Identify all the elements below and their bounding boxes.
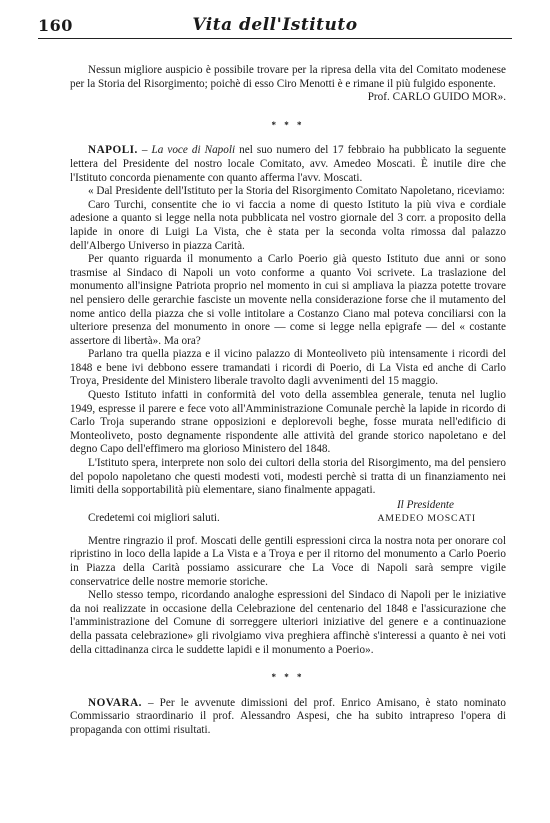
letter-paragraph-4: Questo Istituto infatti in conformità del voto della assemblea generale, tenuta nel luglio 1949, espresse il parere e fece voto all'Amministrazione Comunale perchè la lapide in ricordo di Carlo Troja superando strane opposizioni e deplorevoli beghe, fosse murata nell'edificio di Monteoliveto, posto degnamente rispondente alle attività del grande storico napoletano e del degno Capo dell'effimero ma glorioso Ministero del 1848. — [70, 389, 506, 456]
letter-paragraph-1: Caro Turchi, consentite che io vi faccia a nome di questo Istituto la più viva e cordiale adesione a quanto si legge nella nota pubblicata nel vostro giornale del 3 corr. a proposito della lapide in onore di Luigi La Vista, che è stata per la seconda volta rimossa dal palazzo dell'Albergo Universo in piazza Carità. — [70, 198, 506, 252]
reply-paragraph-1: Mentre ringrazio il prof. Moscati delle gentili espressioni circa la nostra nota per onorare col ripristino in loco della lapide a La Vista e a Troya e per il ritorno del monumento a Carlo Poerio in Piazza della Carità possiamo assicurare che La Voce di Napoli sarà sempre vigile conservatrice delle nostre memorie storiche. — [70, 534, 506, 588]
novara-paragraph — [70, 697, 506, 738]
page-body — [70, 64, 506, 738]
napoli-dash: – — [137, 144, 152, 157]
modena-paragraph: Nessun migliore auspicio è possibile trovare per la ripresa della vita del Comitato modenese per la Storia del Risorgimento; poichè di esso Ciro Menotti è e rimane il più fulgido esponente. — [70, 64, 506, 90]
letter-closing: Credetemi coi migliori saluti. — [88, 511, 220, 524]
novara-text: – Per le avvenute dimissioni del prof. Enrico Amisano, è stato nominato Commissario straordinario il prof. Alessandro Aspesi, che ha subito intrapreso l'opera di propaganda con ottimi risultati. — [70, 696, 506, 736]
section-separator: * * * — [271, 119, 305, 130]
running-head: Vita dell'Istituto — [192, 15, 358, 35]
quote-intro: « Dal Presidente dell'Istituto per la Storia del Risorgimento Comitato Napoletano, riceviamo: — [88, 185, 505, 198]
page-header — [38, 14, 512, 39]
novara-heading: NOVARA. — [88, 696, 142, 709]
napoli-intro-text: nel suo numero del 17 febbraio ha pubblicato la seguente lettera del Presidente del nostro locale Comitato, avv. Amedeo Moscati. È inutile dire che l'Istituto concorda pienamente con quanto afferma l'avv. Moscati. — [70, 144, 507, 184]
page-number: 160 — [38, 16, 73, 35]
letter-paragraph-5: L'Istituto spera, interprete non solo dei cultori della storia del Risorgimento, ma del pensiero del popolo napoletano che questi modesti voti, modesti perchè si tratta di un finanziamento nei limiti della sopportabilità più elementare, siano finalmente appagati. — [70, 457, 506, 497]
reply-paragraph-2: Nello stesso tempo, ricordando analoghe espressioni del Sindaco di Napoli per le iniziative da noi realizzate in occasione della Celebrazione del centenario del 1848 e l'assicurazione che l'amministrazione del Comune di sorreggere ulteriori iniziative del genere e a continuazione della passata celebrazione» gli rivolgiamo viva preghiera affinchè s'interessi a quanto è nei voti della cittadinanza circa le suddette lapidi e il monumento a Poerio». — [70, 589, 506, 656]
section-separator-2: * * * — [271, 672, 305, 683]
signer-title: Il Presidente — [396, 498, 454, 511]
letter-signoff — [70, 499, 506, 527]
letter-paragraph-3: Parlano tra quella piazza e il vicino palazzo di Monteoliveto più intensamente i ricordi del 1848 e bene ivi debbono essere tramandati i ricordi di Poerio, di La Vista ed anche di Carlo Troya, Presidente del Ministero liberale travolto dagli avvenimenti del 15 maggio. — [70, 348, 506, 388]
napoli-intro — [70, 144, 506, 185]
voce-di-napoli-title: La voce di Napoli — [151, 144, 236, 157]
mor-signature: Prof. CARLO GUIDO MOR». — [367, 91, 506, 104]
signer-name: AMEDEO MOSCATI — [377, 512, 476, 524]
napoli-heading: NAPOLI. — [88, 144, 138, 157]
letter-paragraph-2: Per quanto riguarda il monumento a Carlo Poerio già questo Istituto due anni or sono trasmise al Sindaco di Napoli un voto conforme a quanto Voi scrivete. La traslazione del monumento all'insigne Patriota proprio nel momento in cui si ampliava la piazza potette trovare nel pensiero delle gerarchie fasciste un movente nella considerazione forse che il mutamento del nome antico della piazza che si volle intitolare a Costanzo Ciano mal poteva conciliarsi con la ulteriore presenza del monumento in onore — come si legge nella epigrafe — del « costante assertore di libertà». Ma ora? — [70, 253, 506, 347]
